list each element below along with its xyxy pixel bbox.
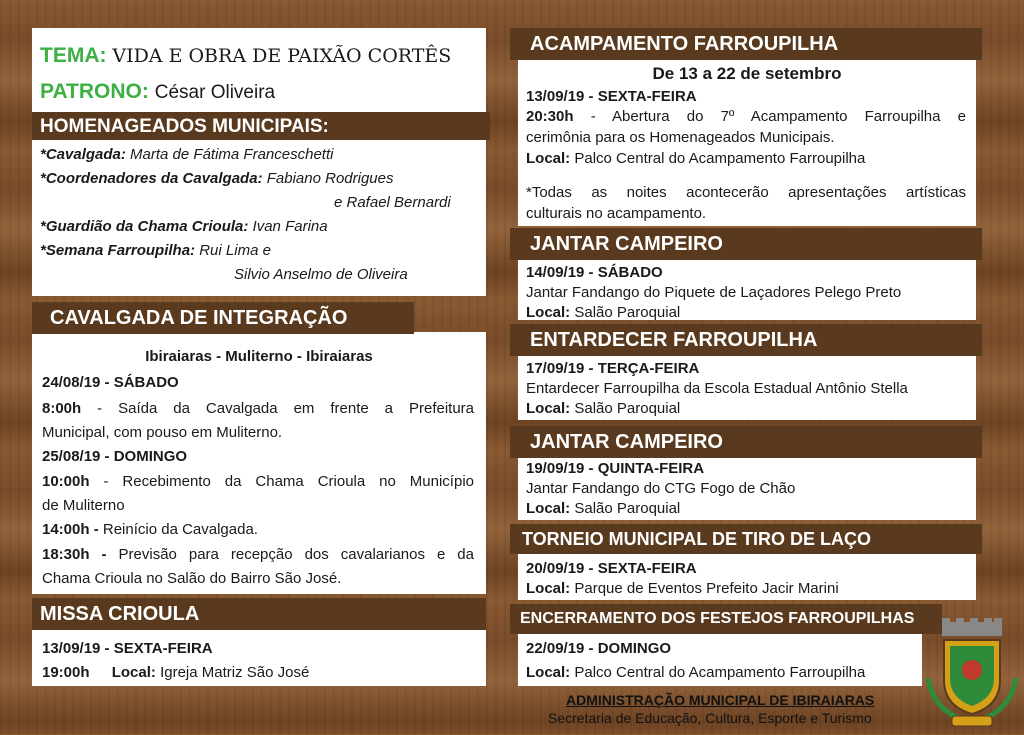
event-1-text-2: Municipal, com pouso em Muliterno. — [42, 424, 283, 441]
missa-title: MISSA CRIOULA — [32, 598, 486, 630]
event-2-text-2: de Muliterno — [42, 497, 125, 514]
footer-secretaria: Secretaria de Educação, Cultura, Esporte e Turismo — [548, 710, 872, 726]
footer-admin: ADMINISTRAÇÃO MUNICIPAL DE IBIRAIARAS — [566, 692, 875, 708]
coordenadores-label: *Coordenadores da Cavalgada: — [40, 170, 263, 187]
acampamento-local-value: Palco Central do Acampamento Farroupilha — [574, 150, 866, 167]
event-2-time: 10:00h — [42, 473, 90, 490]
cavalgada-date-2: 25/08/19 - DOMINGO — [42, 448, 188, 465]
entardecer-panel — [518, 356, 976, 420]
guardiao-label: *Guardião da Chama Crioula: — [40, 218, 249, 235]
torneio-date: 20/09/19 - SEXTA-FEIRA — [526, 560, 697, 577]
event-1-time: 8:00h — [42, 400, 82, 417]
jantar2-local-label: Local: — [526, 500, 571, 517]
torneio-local-label: Local: — [526, 580, 571, 597]
torneio-local-value: Parque de Eventos Prefeito Jacir Marini — [574, 580, 839, 597]
jantar1-title: JANTAR CAMPEIRO — [510, 228, 982, 260]
jantar2-text: Jantar Fandango do CTG Fogo de Chão — [526, 480, 796, 497]
entardecer-date: 17/09/19 - TERÇA-FEIRA — [526, 360, 700, 377]
cavalgada-title: CAVALGADA DE INTEGRAÇÃO — [32, 302, 414, 334]
encerramento-local-label: Local: — [526, 664, 571, 681]
entardecer-text: Entardecer Farroupilha da Escola Estadual Antônio Stella — [526, 380, 908, 397]
entardecer-title: ENTARDECER FARROUPILHA — [510, 324, 982, 356]
acampamento-note-2: culturais no acampamento. — [526, 205, 707, 222]
acampamento-local-label: Local: — [526, 150, 571, 167]
jantar2-title: JANTAR CAMPEIRO — [510, 426, 982, 458]
encerramento-panel — [518, 632, 922, 686]
cavalgada-panel — [32, 332, 486, 594]
jantar2-date: 19/09/19 - QUINTA-FEIRA — [526, 460, 705, 477]
encerramento-local-value: Palco Central do Acampamento Farroupilha — [574, 664, 866, 681]
municipal-coat-of-arms-icon — [924, 618, 1020, 730]
jantar2-panel — [518, 456, 976, 520]
acampamento-text-2: cerimônia para os Homenageados Municipais. — [526, 129, 835, 146]
acampamento-date: 13/09/19 - SEXTA-FEIRA — [526, 88, 697, 105]
patrono-value: César Oliveira — [154, 82, 276, 103]
acampamento-panel — [518, 58, 976, 226]
entardecer-local-label: Local: — [526, 400, 571, 417]
acampamento-text: - Abertura do 7º Acampamento Farroupilha e — [590, 108, 967, 125]
jantar1-local-label: Local: — [526, 304, 571, 321]
missa-date: 13/09/19 - SEXTA-FEIRA — [42, 640, 213, 657]
missa-time: 19:00h — [42, 664, 90, 681]
encerramento-date: 22/09/19 - DOMINGO — [526, 640, 672, 657]
event-3-time: 14:00h - — [42, 521, 99, 538]
tema-label: TEMA: — [40, 44, 107, 67]
jantar1-panel — [518, 258, 976, 320]
jantar2-local-value: Salão Paroquial — [574, 500, 681, 517]
homenageados-title: HOMENAGEADOS MUNICIPAIS: — [32, 112, 490, 140]
acampamento-note: *Todas as noites acontecerão apresentações artísticas — [526, 184, 966, 201]
event-4-time: 18:30h - — [42, 546, 107, 563]
cavalgada-value: Marta de Fátima Franceschetti — [130, 146, 334, 163]
jantar1-local-value: Salão Paroquial — [574, 304, 681, 321]
event-1-text: - Saída da Cavalgada em frente a Prefeitura — [97, 400, 475, 417]
tema-value: VIDA E OBRA DE PAIXÃO CORTÊS — [112, 45, 452, 67]
encerramento-title: ENCERRAMENTO DOS FESTEJOS FARROUPILHAS — [510, 604, 942, 634]
event-2-text: - Recebimento da Chama Crioula no Município — [103, 473, 474, 490]
semana-value-2: Silvio Anselmo de Oliveira — [234, 266, 408, 283]
semana-value: Rui Lima e — [199, 242, 271, 259]
jantar1-date: 14/09/19 - SÁBADO — [526, 264, 663, 281]
semana-label: *Semana Farroupilha: — [40, 242, 196, 259]
event-4-text: Previsão para recepção dos cavalarianos e da — [118, 546, 474, 563]
acampamento-period: De 13 a 22 de setembro — [652, 64, 842, 83]
guardiao-value: Ivan Farina — [252, 218, 328, 235]
acampamento-time: 20:30h — [526, 108, 574, 125]
patrono-label: PATRONO: — [40, 80, 149, 103]
torneio-title: TORNEIO MUNICIPAL DE TIRO DE LAÇO — [510, 524, 982, 554]
event-4-text-2: Chama Crioula no Salão do Bairro São José. — [42, 570, 342, 587]
missa-local-value: Igreja Matriz São José — [160, 664, 310, 681]
entardecer-local-value: Salão Paroquial — [574, 400, 681, 417]
cavalgada-label: *Cavalgada: — [40, 146, 126, 163]
cavalgada-route: Ibiraiaras - Muliterno - Ibiraiaras — [145, 348, 373, 365]
acampamento-title: ACAMPAMENTO FARROUPILHA — [510, 28, 982, 60]
cavalgada-date-1: 24/08/19 - SÁBADO — [42, 374, 179, 391]
event-3-text: Reinício da Cavalgada. — [102, 521, 258, 538]
coordenadores-value-2: e Rafael Bernardi — [334, 194, 451, 211]
coordenadores-value: Fabiano Rodrigues — [266, 170, 394, 187]
missa-local-label: Local: — [111, 664, 156, 681]
torneio-panel — [518, 554, 976, 600]
header-panel — [32, 28, 486, 108]
jantar1-text: Jantar Fandango do Piquete de Laçadores Pelego Preto — [526, 284, 902, 301]
